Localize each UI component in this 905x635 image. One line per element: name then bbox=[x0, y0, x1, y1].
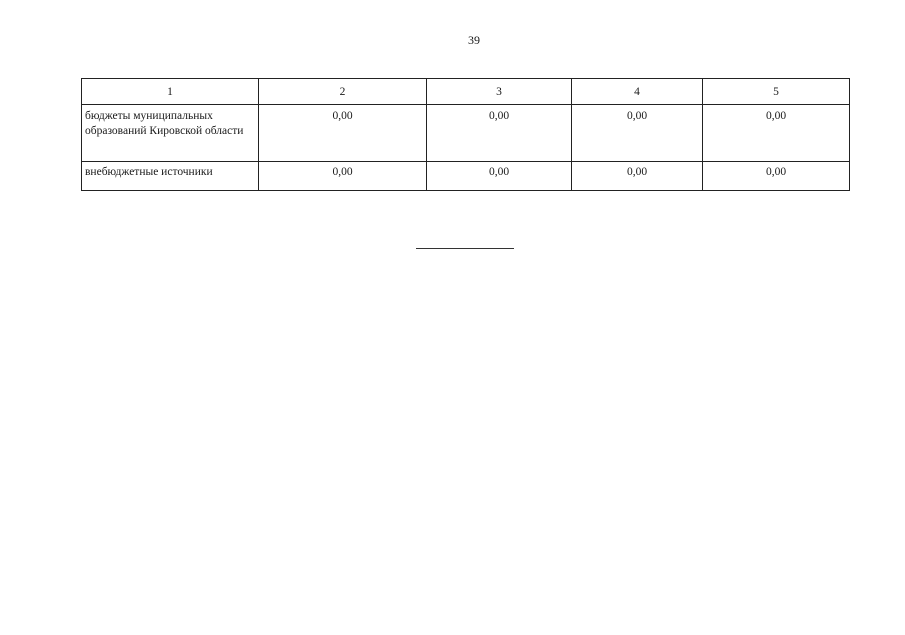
table-header-row bbox=[82, 79, 850, 105]
table-row bbox=[82, 105, 850, 162]
table-row bbox=[82, 162, 850, 191]
table-cell: 0,00 bbox=[572, 105, 703, 162]
funding-table bbox=[81, 78, 850, 191]
column-header-4: 4 bbox=[572, 79, 703, 105]
table-cell: 0,00 bbox=[427, 105, 572, 162]
end-of-document-line bbox=[416, 248, 514, 249]
table-cell: 0,00 bbox=[572, 162, 703, 191]
column-header-5: 5 bbox=[703, 79, 850, 105]
table-cell: 0,00 bbox=[259, 105, 427, 162]
column-header-3: 3 bbox=[427, 79, 572, 105]
table-cell: 0,00 bbox=[427, 162, 572, 191]
row-label: бюджеты муниципальных образований Кировской области bbox=[82, 105, 259, 162]
column-header-1: 1 bbox=[82, 79, 259, 105]
row-label: внебюджетные источники bbox=[82, 162, 259, 191]
table-cell: 0,00 bbox=[259, 162, 427, 191]
table-cell: 0,00 bbox=[703, 105, 850, 162]
column-header-2: 2 bbox=[259, 79, 427, 105]
table-cell: 0,00 bbox=[703, 162, 850, 191]
page-number: 39 bbox=[468, 33, 480, 47]
